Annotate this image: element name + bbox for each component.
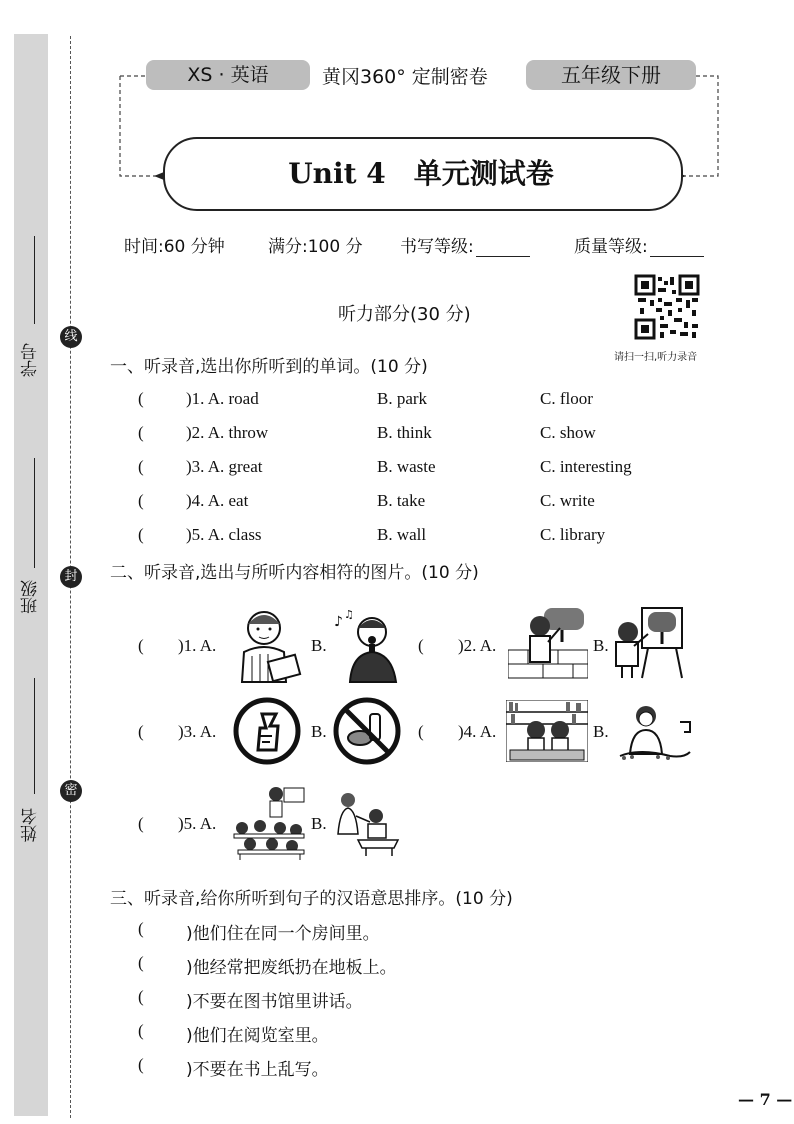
part2-item-5-b: B. — [311, 814, 327, 833]
part3-sentence: )他们在阅览室里。 — [186, 1026, 329, 1046]
quality-grade — [574, 232, 704, 257]
classroom-students-picture[interactable] — [230, 784, 306, 860]
no-food-drink-sign-icon[interactable] — [332, 696, 402, 766]
part2-item-4-b: B. — [593, 722, 609, 741]
boy-drawing-on-wall-picture[interactable] — [508, 606, 588, 680]
part1-item-b: B. think — [377, 423, 432, 442]
answer-paren[interactable]: ( — [138, 423, 144, 442]
part3-sentence: )不要在图书馆里讲话。 — [186, 992, 363, 1012]
part1-item-a: )3. A. great — [186, 457, 263, 476]
teacher-and-student-picture[interactable] — [330, 790, 400, 856]
part2-item-4-a: )4. A. — [458, 722, 497, 741]
subject-badge: XS · 英语 — [146, 60, 310, 90]
time-info: 时间:60 分钟 — [124, 237, 225, 257]
answer-paren[interactable]: ( — [138, 987, 144, 1006]
part1-item-c: C. floor — [540, 389, 593, 408]
no-littering-sign-icon[interactable] — [232, 696, 302, 766]
part2-item-2-b: B. — [593, 636, 609, 655]
qr-caption: 请扫一扫,听力录音 — [614, 352, 698, 363]
seal-seal-mark: 封 — [60, 566, 82, 588]
part2-item-3-b: B. — [311, 722, 327, 741]
part2-item-2-a: )2. A. — [458, 636, 497, 655]
answer-paren[interactable]: ( — [138, 919, 144, 938]
part2-item-1-b: B. — [311, 636, 327, 655]
part1-item-c: C. write — [540, 491, 595, 510]
svg-text:♪: ♪ — [334, 614, 343, 630]
part1-item-a: )4. A. eat — [186, 491, 249, 510]
part1-item-c: C. show — [540, 423, 596, 442]
listening-heading: 听力部分(30 分) — [338, 304, 471, 325]
grade-badge: 五年级下册 — [526, 60, 696, 90]
part1-title: 一、听录音,选出你所听到的单词。(10 分) — [110, 357, 428, 377]
seal-line-mark: 线 — [60, 326, 82, 348]
part1-item-b: B. take — [377, 491, 426, 510]
answer-paren[interactable]: ( — [138, 389, 144, 408]
part3-sentence: )他们住在同一个房间里。 — [186, 924, 380, 944]
answer-paren[interactable]: ( — [138, 722, 144, 741]
page-title: Unit 4 单元测试卷 — [288, 157, 554, 190]
answer-paren[interactable]: ( — [138, 953, 144, 972]
page-number: — 7 — — [738, 1090, 793, 1109]
name-label: 姓名 — [21, 808, 41, 842]
name-blank — [34, 678, 35, 794]
answer-paren[interactable]: ( — [138, 1021, 144, 1040]
writing-grade-blank[interactable] — [476, 255, 530, 257]
part2-title: 二、听录音,选出与所听内容相符的图片。(10 分) — [110, 563, 479, 583]
svg-text:♫: ♫ — [344, 608, 354, 621]
answer-paren[interactable]: ( — [418, 636, 424, 655]
writing-grade-label: 书写等级: — [400, 237, 474, 257]
boy-reading-picture[interactable] — [230, 604, 302, 684]
part1-item-a: )5. A. class — [186, 525, 262, 544]
part3-title: 三、听录音,给你所听到句子的汉语意思排序。(10 分) — [110, 889, 513, 909]
qr-code-icon[interactable] — [634, 274, 700, 340]
class-blank — [34, 458, 35, 568]
answer-paren[interactable]: ( — [138, 814, 144, 833]
boy-singing-picture[interactable] — [332, 604, 404, 684]
part1-item-c: C. interesting — [540, 457, 632, 476]
answer-paren[interactable]: ( — [418, 722, 424, 741]
girls-in-library-picture[interactable] — [506, 700, 588, 762]
part2-item-1-a: )1. A. — [178, 636, 217, 655]
seal-secret-mark: 密 — [60, 780, 82, 802]
girl-writing-picture[interactable] — [610, 702, 692, 762]
part1-item-a: )2. A. throw — [186, 423, 269, 442]
student-no-blank — [34, 236, 35, 324]
part1-item-b: B. park — [377, 389, 428, 408]
quality-grade-blank[interactable] — [650, 255, 704, 257]
student-no-label: 学号 — [21, 343, 41, 377]
part1-item-c: C. library — [540, 525, 606, 544]
part1-item-a: )1. A. road — [186, 389, 259, 408]
class-label: 班级 — [21, 580, 41, 614]
writing-grade — [400, 232, 530, 257]
part1-item-b: B. waste — [377, 457, 436, 476]
answer-paren[interactable]: ( — [138, 636, 144, 655]
answer-paren[interactable]: ( — [138, 491, 144, 510]
part3-sentence: )他经常把废纸扔在地板上。 — [186, 958, 397, 978]
part1-item-b: B. wall — [377, 525, 427, 544]
part2-item-5-a: )5. A. — [178, 814, 217, 833]
part2-item-3-a: )3. A. — [178, 722, 217, 741]
full-score-info: 满分:100 分 — [268, 237, 363, 257]
part3-sentence: )不要在书上乱写。 — [186, 1060, 329, 1080]
boy-painting-easel-picture[interactable] — [612, 604, 686, 680]
brand-name: 黄冈360° 定制密卷 — [322, 66, 488, 88]
quality-grade-label: 质量等级: — [574, 237, 648, 257]
answer-paren[interactable]: ( — [138, 457, 144, 476]
answer-paren[interactable]: ( — [138, 1055, 144, 1074]
answer-paren[interactable]: ( — [138, 525, 144, 544]
